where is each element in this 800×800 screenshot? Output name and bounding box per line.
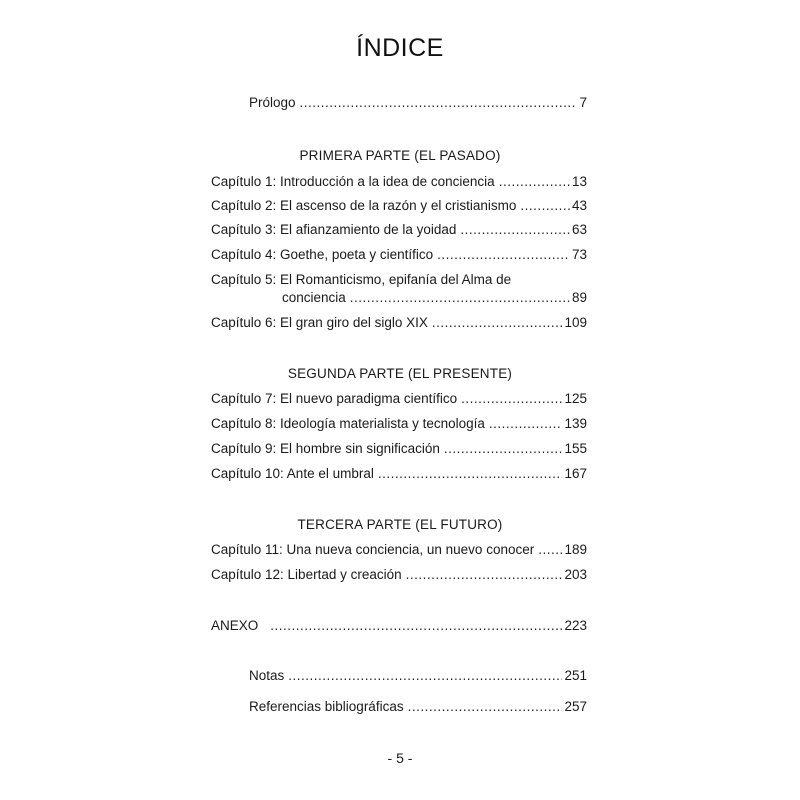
- toc-entry-label: Prólogo: [249, 95, 296, 110]
- toc-entry-page: 251: [564, 668, 587, 683]
- leader-dots: [437, 247, 570, 263]
- toc-entry-page: 13: [571, 174, 587, 189]
- toc-entry-page: 73: [571, 247, 587, 262]
- toc-entry-page: 189: [564, 542, 587, 557]
- toc-entry-chapter-2: [211, 198, 587, 214]
- toc-entry-label: Capítulo 8: Ideología materialista y tecnología: [211, 416, 485, 431]
- toc-entry-label: Capítulo 2: El ascenso de la razón y el cristianismo: [211, 198, 517, 213]
- toc-entry-page: 167: [564, 466, 587, 481]
- toc-entry-label: Capítulo 12: Libertad y creación: [211, 567, 402, 582]
- leader-dots: [444, 441, 563, 457]
- leader-dots: [350, 290, 570, 306]
- leader-dots: [538, 542, 562, 558]
- toc-entry-label: Capítulo 9: El hombre sin significación: [211, 441, 440, 456]
- leader-dots: [461, 391, 562, 407]
- leader-dots: [288, 668, 562, 684]
- toc-entry-page: 63: [571, 222, 587, 237]
- toc-entry-page: 155: [564, 441, 587, 456]
- toc-entry-page: 109: [564, 315, 587, 330]
- toc-entry-prologue: [249, 95, 587, 111]
- leader-dots: [408, 699, 563, 715]
- part-heading-3: TERCERA PARTE (EL FUTURO): [297, 517, 503, 532]
- toc-entry-label: Capítulo 4: Goethe, poeta y científico: [211, 247, 434, 262]
- toc-entry-chapter-10: [211, 466, 587, 482]
- toc-entry-page: 7: [579, 95, 587, 110]
- toc-entry-label: Capítulo 3: El afianzamiento de la yoidad: [211, 222, 457, 237]
- toc-entry-chapter-11: [211, 542, 587, 558]
- leader-dots: [378, 466, 563, 482]
- leader-dots: [489, 416, 563, 432]
- toc-entry-label: ANEXO: [211, 618, 259, 633]
- toc-entry-chapter-6: [211, 315, 587, 331]
- toc-entry-page: 43: [571, 198, 587, 213]
- toc-entry-chapter-7: [211, 391, 587, 407]
- leader-dots: [520, 198, 570, 214]
- toc-entry-references: [249, 699, 587, 715]
- leader-dots: [406, 567, 563, 583]
- page-title: ÍNDICE: [356, 34, 444, 62]
- toc-entry-label-continued: conciencia: [282, 290, 346, 305]
- toc-entry-label: Referencias bibliográficas: [249, 699, 404, 714]
- toc-entry-label: Capítulo 1: Introducción a la idea de conciencia: [211, 174, 495, 189]
- toc-entry-annex: [211, 618, 587, 634]
- toc-entry-page: 89: [571, 290, 587, 305]
- toc-entry-chapter-1: [211, 174, 587, 190]
- leader-dots: [460, 222, 570, 238]
- toc-entry-page: 139: [564, 416, 587, 431]
- toc-entry-label: Notas: [249, 668, 285, 683]
- toc-entry-notes: [249, 668, 587, 684]
- toc-entry-label: Capítulo 6: El gran giro del siglo XIX: [211, 315, 428, 330]
- toc-entry-label: Capítulo 10: Ante el umbral: [211, 466, 374, 481]
- toc-entry-chapter-4: [211, 247, 587, 263]
- toc-entry-chapter-5-first-line: Capítulo 5: El Romanticismo, epifanía del Alma de: [211, 272, 512, 287]
- toc-entry-page: 125: [564, 391, 587, 406]
- toc-entry-page: 203: [564, 567, 587, 582]
- toc-entry-page: 257: [564, 699, 587, 714]
- leader-dots: [432, 315, 563, 331]
- toc-entry-label: Capítulo 7: El nuevo paradigma científico: [211, 391, 458, 406]
- leader-dots: [300, 95, 578, 111]
- leader-dots: [499, 174, 570, 190]
- toc-entry-chapter-5: [282, 290, 587, 306]
- toc-entry-label: Capítulo 11: Una nueva conciencia, un nuevo conocer: [211, 542, 535, 557]
- part-heading-1: PRIMERA PARTE (EL PASADO): [299, 148, 501, 163]
- toc-entry-chapter-9: [211, 441, 587, 457]
- toc-entry-page: 223: [564, 618, 587, 633]
- toc-entry-chapter-12: [211, 567, 587, 583]
- toc-entry-chapter-8: [211, 416, 587, 432]
- page-number: - 5 -: [387, 750, 413, 766]
- toc-entry-chapter-3: [211, 222, 587, 238]
- part-heading-2: SEGUNDA PARTE (EL PRESENTE): [287, 366, 513, 381]
- leader-dots: [270, 618, 562, 634]
